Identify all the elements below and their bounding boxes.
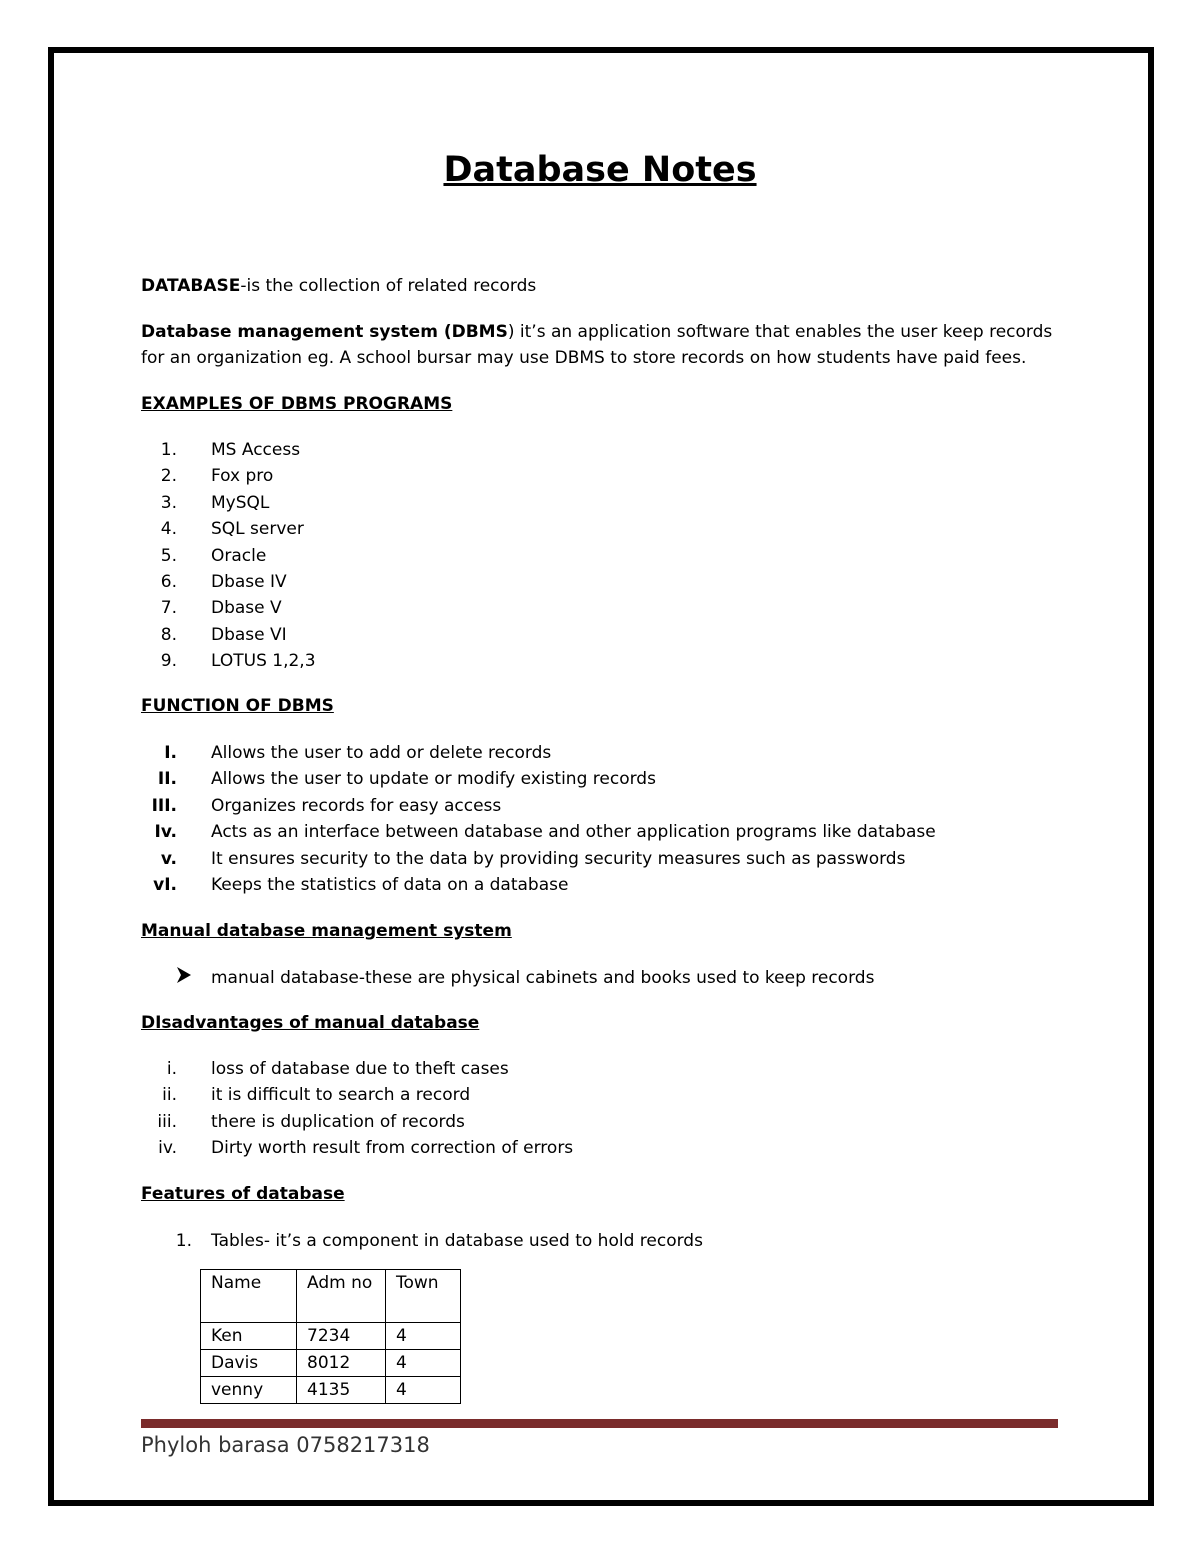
example-item-text: Dbase IV: [211, 572, 287, 592]
example-item-text: SQL server: [211, 519, 304, 540]
table-header-row: [201, 1270, 461, 1323]
features-item-text: Tables- it’s a component in database used to hold records: [211, 1231, 703, 1251]
example-item-number: 6.: [160, 572, 177, 592]
page-title: Database Notes: [443, 150, 757, 190]
function-item-number: v.: [160, 848, 177, 869]
footer-text: Phyloh barasa 0758217318: [141, 1433, 430, 1457]
features-heading: Features of database: [141, 1184, 345, 1204]
example-item-text: Oracle: [211, 545, 267, 566]
function-item-text: It ensures security to the data by providing security measures such as passwords: [211, 848, 906, 869]
function-item-number: Iv.: [154, 822, 177, 843]
table-cell: 4135: [297, 1377, 386, 1404]
disadvantage-item-text: it is difficult to search a record: [211, 1085, 471, 1106]
example-item-number: 3.: [160, 492, 177, 513]
example-item-number: 8.: [160, 624, 177, 645]
example-item-text: Dbase V: [211, 598, 282, 619]
example-item-text: Fox pro: [211, 466, 274, 487]
function-item-number: II.: [157, 769, 177, 790]
dbms-definition-line2: for an organization eg. A school bursar may use DBMS to store records on how students have paid fees.: [141, 348, 1027, 368]
function-item-text: Acts as an interface between database and other application programs like database: [211, 822, 936, 843]
table-cell: 4: [386, 1350, 461, 1377]
disadvantage-item-text: loss of database due to theft cases: [211, 1059, 509, 1079]
table-cell: Ken: [201, 1323, 297, 1350]
examples-heading: EXAMPLES OF DBMS PROGRAMS: [141, 394, 453, 414]
table-row: [201, 1377, 461, 1404]
example-item-text: Dbase VI: [211, 624, 287, 645]
example-item-text: LOTUS 1,2,3: [211, 651, 316, 672]
function-item-number: I.: [164, 743, 177, 763]
table-header-name: Name: [201, 1270, 297, 1323]
disadvantage-item-number: iii.: [157, 1111, 177, 1132]
disadvantage-item-number: iv.: [158, 1138, 177, 1159]
dbms-definition-text: ) it’s an application software that enables the user keep records: [507, 322, 1053, 342]
dbms-definition-line1: [141, 321, 1052, 343]
disadvantages-heading: DIsadvantages of manual database: [141, 1013, 480, 1033]
table-header-town: Town: [386, 1270, 461, 1323]
function-item-number: III.: [151, 795, 177, 816]
table-cell: 4: [386, 1377, 461, 1404]
table-header-adm: [297, 1270, 386, 1323]
table-header-adm-text: Adm no: [307, 1273, 373, 1293]
example-item-text: MS Access: [211, 440, 301, 460]
table-cell: 8012: [297, 1350, 386, 1377]
database-definition: [141, 275, 536, 297]
database-definition-text: -is the collection of related records: [240, 276, 537, 296]
arrow-bullet-icon: [176, 966, 192, 984]
example-item-number: 1.: [160, 440, 177, 460]
footer-rule: [141, 1419, 1058, 1428]
function-item-text: Organizes records for easy access: [211, 795, 502, 816]
function-item-text: Allows the user to add or delete records: [211, 743, 552, 763]
example-item-number: 4.: [160, 519, 177, 540]
features-item-number: 1.: [175, 1231, 192, 1251]
function-item-text: Keeps the statistics of data on a database: [211, 875, 569, 895]
records-table: [200, 1269, 461, 1404]
disadvantage-item-number: i.: [166, 1059, 177, 1079]
disadvantage-item-text: Dirty worth result from correction of errors: [211, 1138, 574, 1159]
dbms-term: Database management system (DBMS: [141, 322, 508, 342]
example-item-number: 2.: [160, 466, 177, 487]
example-item-text: MySQL: [211, 492, 270, 513]
functions-heading: FUNCTION OF DBMS: [141, 696, 334, 716]
function-item-text: Allows the user to update or modify existing records: [211, 769, 656, 790]
example-item-number: 5.: [160, 545, 177, 566]
table-cell: Davis: [201, 1350, 297, 1377]
manual-bullet-text: manual database-these are physical cabinets and books used to keep records: [211, 968, 875, 988]
disadvantage-item-number: ii.: [162, 1085, 177, 1106]
database-term: DATABASE: [141, 276, 241, 296]
example-item-number: 7.: [160, 598, 177, 619]
table-cell: venny: [201, 1377, 297, 1404]
function-item-number: vI.: [153, 875, 177, 895]
example-item-number: 9.: [160, 651, 177, 672]
table-cell: 7234: [297, 1323, 386, 1350]
table-row: [201, 1350, 461, 1377]
table-cell: 4: [386, 1323, 461, 1350]
manual-heading: Manual database management system: [141, 921, 512, 941]
table-row: [201, 1323, 461, 1350]
disadvantage-item-text: there is duplication of records: [211, 1111, 465, 1132]
